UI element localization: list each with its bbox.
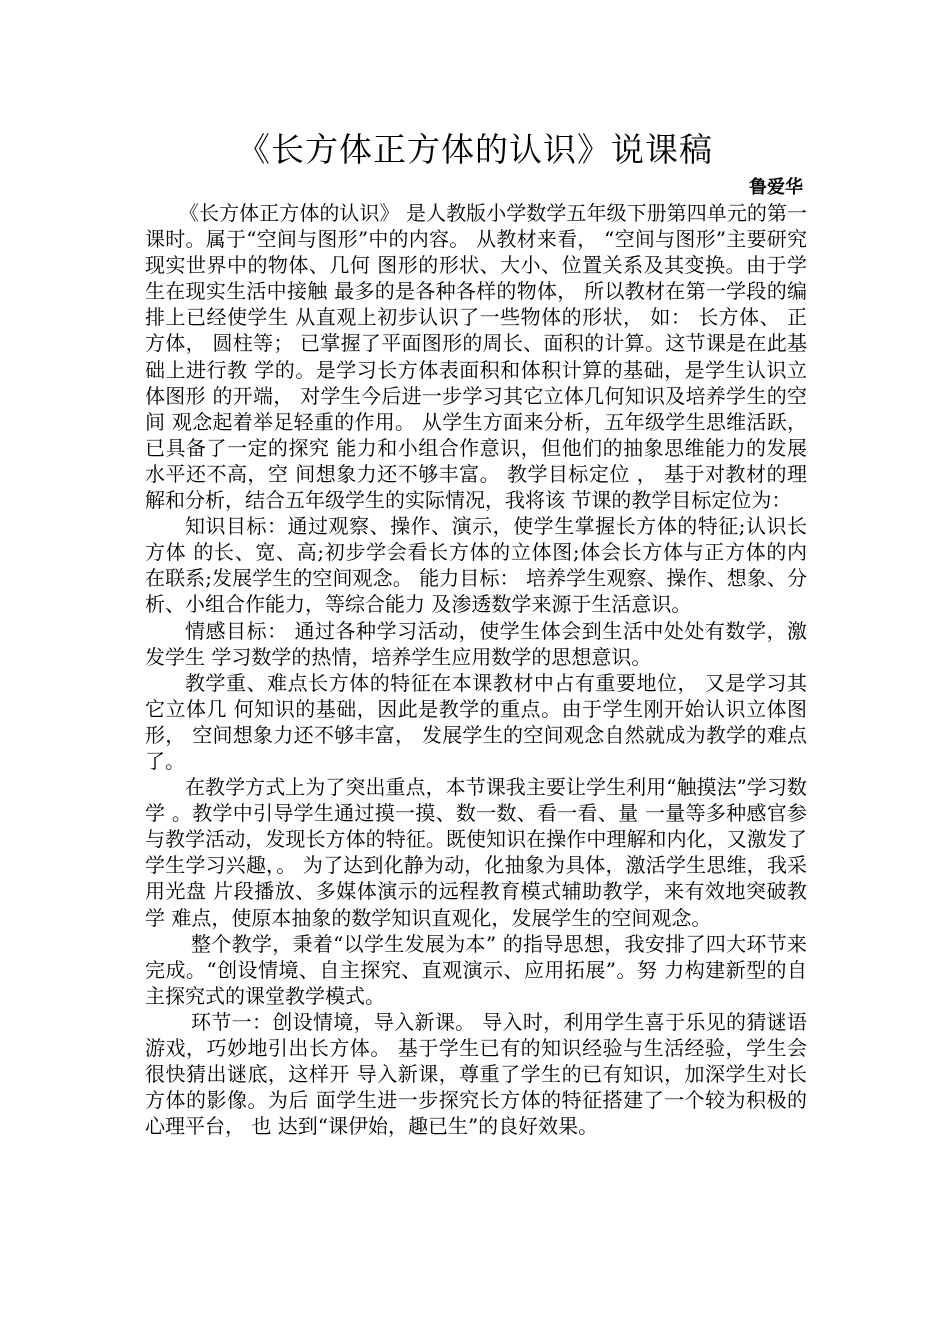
- paragraph-step-one: 环节一：创设情境，导入新课。 导入时，利用学生喜于乐见的猜谜语游戏，巧妙地引出长方体。 基于学生已有的知识经验与生活经验，学生会很快猜出谜底，这样开 导入新课，尊重了学生的已有知识，加深学生对长方体的影像。为后 面学生进一步探究长方体的特征搭建了一个较为积极的心理平台， 也 达到“课伊始，趣已生”的良好效果。: [145, 1009, 807, 1139]
- paragraph-emotion-goals: 情感目标： 通过各种学习活动，使学生体会到生活中处处有数学，激发学生 学习数学的热情，培养学生应用数学的思想意识。: [145, 618, 807, 669]
- paragraph-intro: 《长方体正方体的认识》 是人教版小学数学五年级下册第四单元的第一课时。属于“空间与图形”中的内容。 从教材来看， “空间与图形”主要研究现实世界中的物体、几何 图形的形状、大小、位置关系及其变换。由于学生在现实生活中接触 最多的是各种各样的物体， 所以教材在第一学段的编排上已经使学生 从直观上初步认识了一些物体的形状， 如： 长方体、 正方体， 圆柱等； 已掌握了平面图形的周长、面积的计算。这节课是在此基础上进行教 学的。是学习长方体表面积和体积计算的基础，是学生认识立体图形 的开端， 对学生今后进一步学习其它立体几何知识及培养学生的空间 观念起着举足轻重的作用。 从学生方面来分析，五年级学生思维活跃，已具备了一定的探究 能力和小组合作意识，但他们的抽象思维能力的发展水平还不高，空 间想象力还不够丰富。 教学目标定位 ， 基于对教材的理解和分析，结合五年级学生的实际情况，我将该 节课的教学目标定位为：: [145, 201, 807, 513]
- paragraph-knowledge-goals: 知识目标：通过观察、操作、演示，使学生掌握长方体的特征;认识长方体 的长、宽、高;初步学会看长方体的立体图;体会长方体与正方体的内 在联系;发展学生的空间观念。 能力目标： 培养学生观察、操作、想象、分析、小组合作能力，等综合能力 及渗透数学来源于生活意识。: [145, 514, 807, 617]
- paragraph-teaching-method: 在教学方式上为了突出重点，本节课我主要让学生利用“触摸法”学习数学 。教学中引导学生通过摸一摸、数一数、看一看、量 一量等多种感官参与教学活动，发现长方体的特征。既使知识在操作中理解和内化，又激发了学生学习兴趣，。 为了达到化静为动，化抽象为具体，激活学生思维，我采用光盘 片段播放、多媒体演示的远程教育模式辅助教学，来有效地突破教学 难点，使原本抽象的数学知识直观化，发展学生的空间观念。: [145, 775, 807, 930]
- author-name: 鲁爱华: [749, 177, 803, 198]
- paragraph-overall-structure: 整个教学，秉着“以学生发展为本” 的指导思想，我安排了四大环节来完成。“创设情境、自主探究、直观演示、应用拓展”。努 力构建新型的自主探究式的课堂教学模式。: [145, 931, 807, 1008]
- document-title: 《长方体正方体的认识》说课稿: [237, 130, 713, 169]
- paragraph-key-difficulty: 教学重、难点长方体的特征在本课教材中占有重要地位， 又是学习其它立体几 何知识的基础，因此是教学的重点。由于学生刚开始认识立体图形， 空间想象力还不够丰富， 发展学生的空间观念自然就成为教学的难点 了。: [145, 670, 807, 773]
- document-body: [145, 200, 807, 1139]
